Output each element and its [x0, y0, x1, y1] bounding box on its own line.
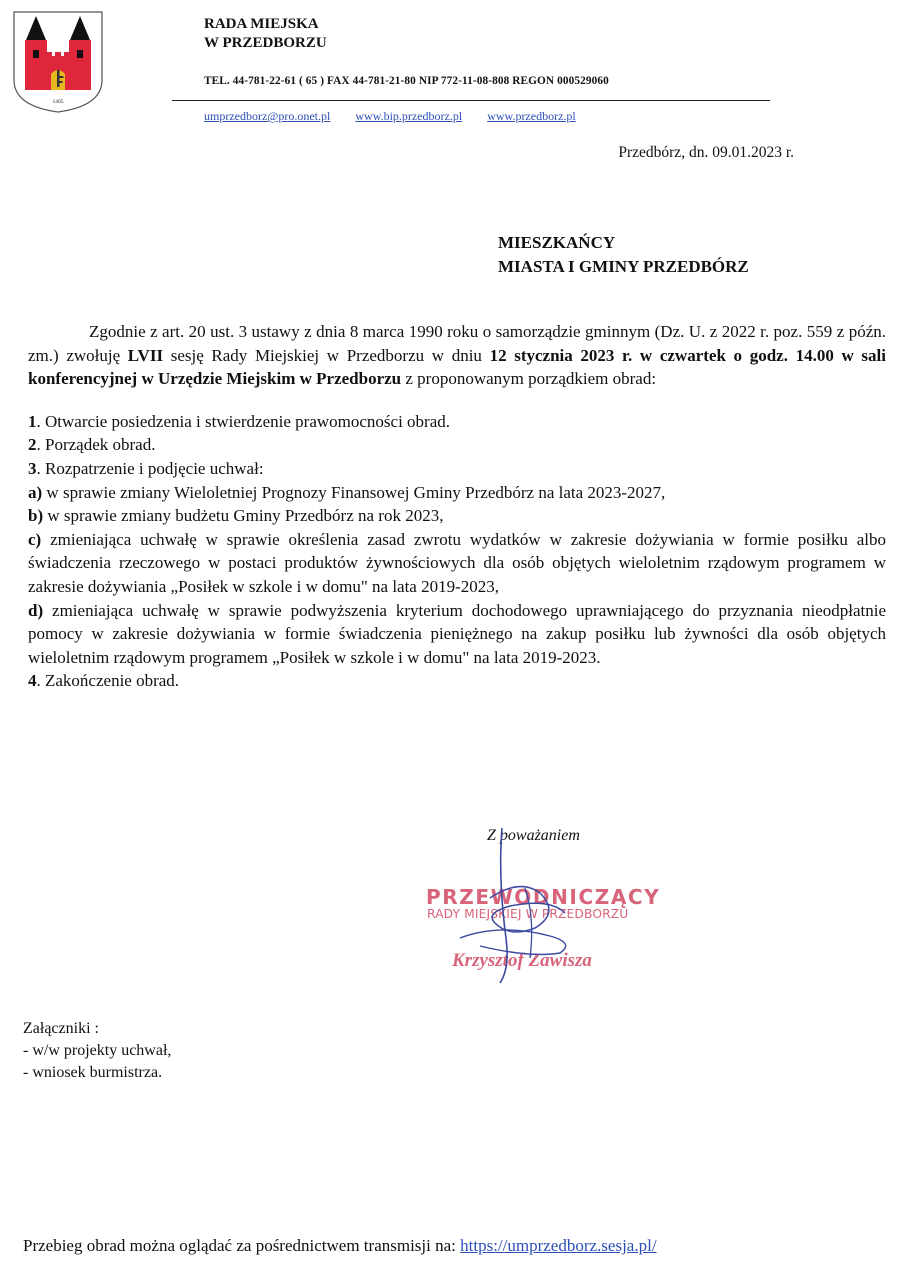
session-date-place: 12 stycznia 2023 r. w czwartek o godz. 14.00 w sali konferencyjnej w Urzędzie Miejskim w Przedborzu — [28, 345, 886, 389]
intro-text-2: sesję Rady Miejskiej w Przedborzu w dniu — [163, 345, 490, 365]
footer-text: Przebieg obrad można oglądać za pośrednictwem transmisji na: — [23, 1236, 461, 1255]
agenda-item — [28, 599, 886, 670]
agenda-text: zmieniająca uchwałę w sprawie podwyższenia kryterium dochodowego uprawniającego do przyznania nieodpłatnie pomocy w zakresie dożywiania w formie świadczenia pieniężnego na zakup posiłku lub żywności dla osób objętych wieloletnim rządowym programem „Posiłek w szkole i w domu" na lata 2019-2023. — [28, 600, 886, 667]
agenda-number: b) — [28, 506, 44, 526]
agenda-number: 3 — [28, 458, 37, 478]
addressee-line-1: MIESZKAŃCY — [498, 233, 616, 252]
coat-of-arms-logo — [12, 10, 104, 114]
agenda-number: 2 — [28, 435, 37, 455]
agenda-text: . Porządek obrad. — [36, 435, 156, 455]
footer-note — [23, 1236, 657, 1256]
agenda-item — [28, 433, 886, 457]
session-number: LVII — [127, 345, 164, 365]
header-links — [204, 109, 598, 124]
agenda-text: w sprawie zmiany budżetu Gminy Przedbórz na rok 2023, — [43, 506, 444, 526]
agenda-number: 1 — [28, 411, 37, 431]
agenda-item — [28, 528, 886, 599]
attachment-item: - wniosek burmistrza. — [23, 1064, 163, 1081]
handwritten-signature — [440, 818, 590, 988]
agenda-item — [28, 481, 886, 505]
closing-regards: Z poważaniem — [487, 827, 580, 844]
stamp-name: Krzysztof Zawisza — [452, 950, 592, 971]
intro-text-1: Zgodnie z art. 20 ust. 3 ustawy z dnia 8 marca 1990 roku o samorządzie gminnym (Dz. U. z 2022 r. poz. 559 z późn. zm.) zwołuję — [28, 322, 886, 365]
attachments-title: Załączniki : — [23, 1020, 99, 1037]
org-line-2: W PRZEDBORZU — [204, 35, 327, 51]
agenda-text: . Rozpatrzenie i podjęcie uchwał: — [36, 458, 264, 478]
intro-text-3: z proponowanym porządkiem obrad: — [401, 369, 657, 389]
intro-paragraph — [28, 320, 886, 391]
agenda-number: d) — [28, 600, 44, 620]
agenda-number: 4 — [28, 671, 37, 691]
letter-body — [28, 320, 886, 693]
stream-link[interactable]: https://umprzedborz.sesja.pl/ — [460, 1236, 657, 1255]
attachments — [23, 1018, 171, 1084]
agenda-text: w sprawie zmiany Wieloletniej Prognozy Finansowej Gminy Przedbórz na lata 2023-2027, — [42, 482, 666, 502]
email-link[interactable]: umprzedborz@pro.onet.pl — [204, 109, 331, 123]
stamp-title: PRZEWODNICZĄCY — [426, 885, 661, 909]
agenda-text: . Otwarcie posiedzenia i stwierdzenie prawomocności obrad. — [36, 411, 451, 431]
letter-date: Przedbórz, dn. 09.01.2023 r. — [618, 144, 794, 161]
agenda-item — [28, 669, 886, 693]
organization-name — [204, 15, 327, 53]
stamp-subtitle: RADY MIEJSKIEJ W PRZEDBORZU — [427, 907, 629, 921]
header-divider — [172, 100, 770, 101]
agenda-text: . Zakończenie obrad. — [36, 671, 180, 691]
crest-year: 1405 — [52, 99, 64, 105]
agenda-item — [28, 457, 886, 481]
agenda-text: zmieniająca uchwałę w sprawie określenia zasad zwrotu wydatków w zakresie dożywiania w formie posiłku albo świadczenia rzeczowego w postaci produktów żywnościowych dla osób objętych wieloletnim rządowym programem w zakresie dożywiania „Posiłek w szkole i w domu" na lata 2019-2023, — [28, 529, 886, 596]
agenda-item — [28, 410, 886, 434]
contact-details: TEL. 44-781-22-61 ( 65 ) FAX 44-781-21-80 NIP 772-11-08-808 REGON 000529060 — [204, 75, 609, 87]
website-link[interactable]: www.przedborz.pl — [487, 109, 576, 123]
agenda-number: a) — [28, 482, 43, 502]
bip-link[interactable]: www.bip.przedborz.pl — [355, 109, 463, 123]
attachment-item: - w/w projekty uchwał, — [23, 1042, 172, 1059]
addressee — [498, 231, 749, 279]
addressee-line-2: MIASTA I GMINY PRZEDBÓRZ — [498, 257, 749, 276]
agenda-number: c) — [28, 529, 42, 549]
agenda-item — [28, 504, 886, 528]
org-line-1: RADA MIEJSKA — [204, 16, 319, 32]
